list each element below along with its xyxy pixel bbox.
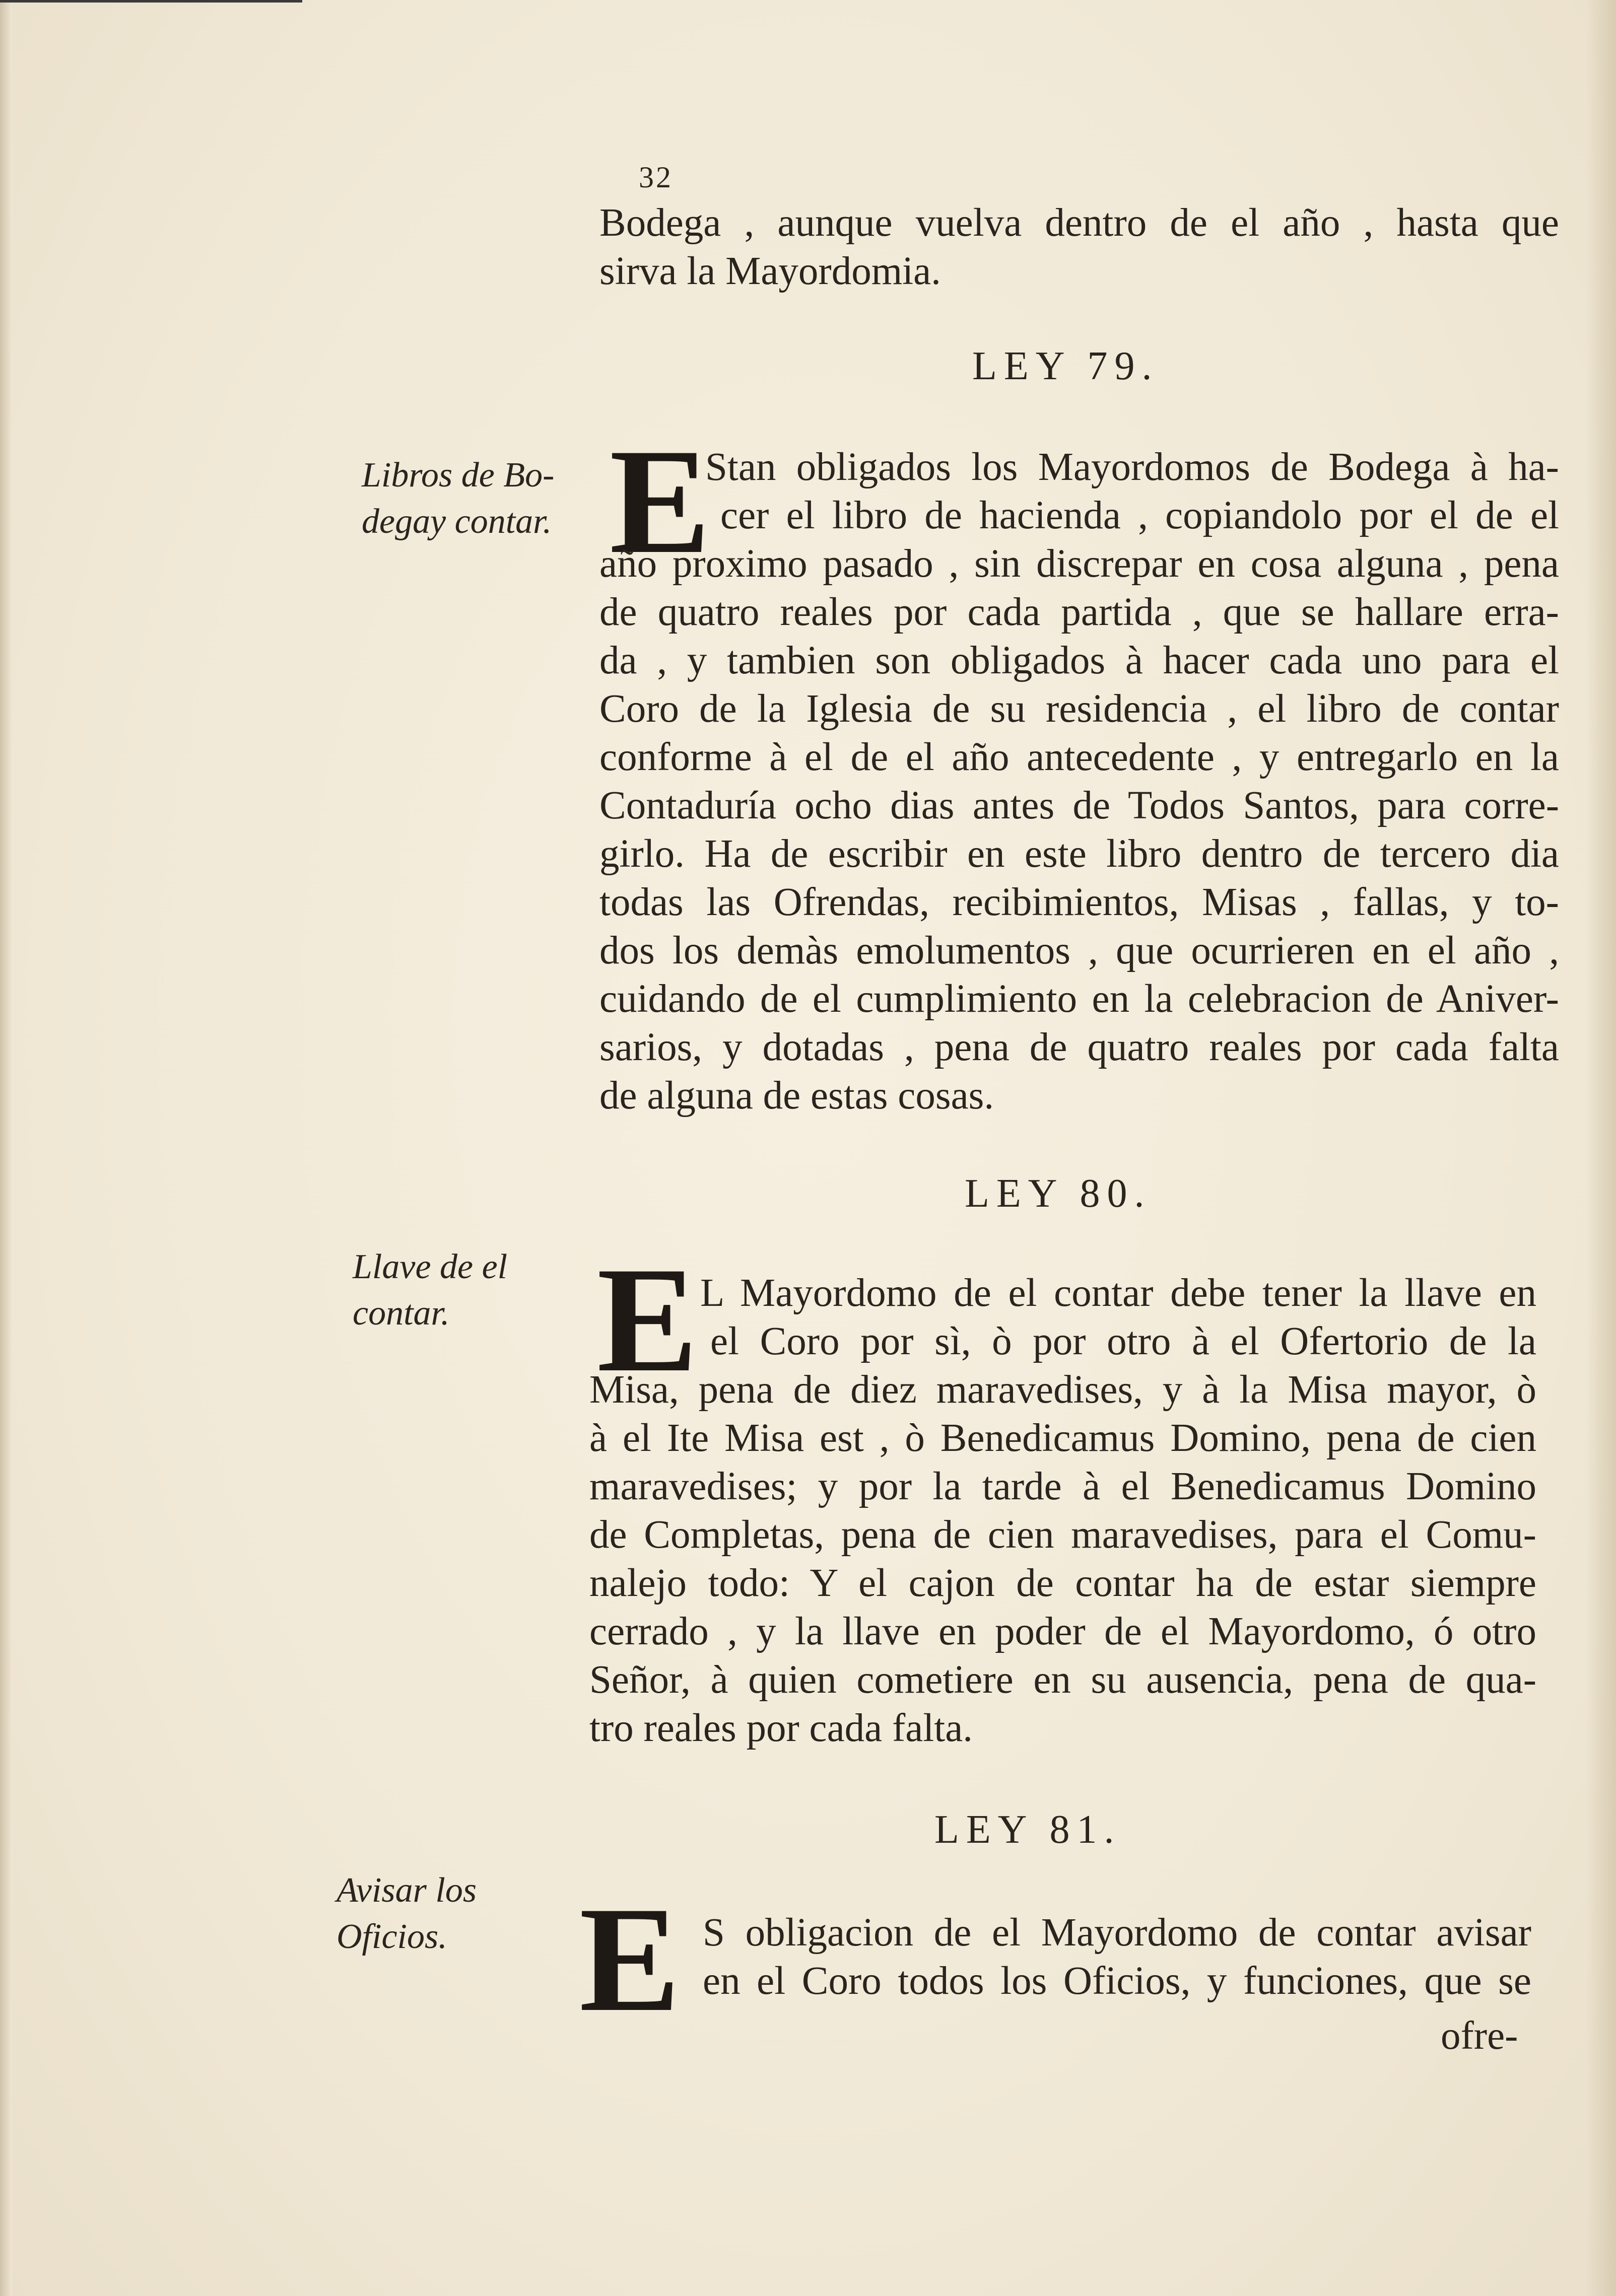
text-line: Coro de la Iglesia de su residencia , el libro de contar (599, 687, 1559, 731)
margin-note-line: Llave de el (353, 1247, 508, 1286)
margin-note-line: Oficios. (336, 1917, 447, 1956)
margin-note-line: Avisar los (336, 1871, 477, 1910)
text-line: cuidando de el cumplimiento en la celebracion de Aniver- (599, 977, 1559, 1021)
text-line: año proximo pasado , sin discrepar en cosa alguna , pena (599, 542, 1559, 586)
margin-note-line: Libros de Bo- (362, 456, 555, 495)
text-line: Misa, pena de diez maravedises, y à la Misa mayor, ò (589, 1368, 1536, 1412)
law-heading: LEY 81. (934, 1807, 1121, 1852)
text-line: Bodega , aunque vuelva dentro de el año , hasta que (599, 201, 1559, 245)
margin-note-line: degay contar. (362, 502, 552, 541)
intro-paragraph (599, 199, 1559, 296)
text-line: L Mayordomo de el contar debe tener la llave en (700, 1271, 1536, 1315)
page-edge-right (1586, 0, 1616, 2296)
text-line: tro reales por cada falta. (589, 1706, 973, 1750)
law-heading: LEY 79. (972, 344, 1159, 388)
text-line: todas las Ofrendas, recibimientos, Misas , fallas, y to- (599, 880, 1559, 924)
text-line: à el Ite Misa est , ò Benedicamus Domino, pena de cien (589, 1416, 1536, 1460)
margin-note-line: contar. (353, 1294, 450, 1333)
law-heading: LEY 80. (965, 1171, 1152, 1216)
page-number: 32 (639, 161, 673, 194)
text-line: de Completas, pena de cien maravedises, para el Comu- (589, 1513, 1536, 1557)
text-line: girlo. Ha de escribir en este libro dentro de tercero dia (599, 832, 1559, 876)
text-line: S obligacion de el Mayordomo de contar avisar (703, 1911, 1531, 1955)
text-line: Señor, à quien cometiere en su ausencia, pena de qua- (589, 1658, 1536, 1702)
text-line: nalejo todo: Y el cajon de contar ha de estar siempre (589, 1561, 1536, 1605)
drop-cap: E (597, 1236, 698, 1403)
text-line: da , y tambien son obligados à hacer cada uno para el (599, 639, 1559, 682)
text-line: en el Coro todos los Oficios, y funciones, que se (703, 1959, 1531, 2003)
text-line: cerrado , y la llave en poder de el Mayordomo, ó otro (589, 1610, 1536, 1653)
text-line: maravedises; y por la tarde à el Benedicamus Domino (589, 1465, 1536, 1508)
page-edge-top (0, 0, 302, 3)
catchword: ofre- (1441, 2014, 1518, 2058)
drop-cap: E (610, 418, 711, 585)
law-paragraph (599, 418, 1559, 1120)
text-line: el Coro por sì, ò por otro à el Ofertorio de la (710, 1319, 1536, 1363)
margin-note (336, 1867, 477, 1960)
text-line: Contaduría ocho dias antes de Todos Santos, para corre- (599, 784, 1559, 827)
text-line: de quatro reales por cada partida , que se hallare erra- (599, 590, 1559, 634)
law-paragraph (589, 1269, 1536, 1753)
text-line: dos los demàs emolumentos , que ocurrieren en el año , (599, 929, 1559, 972)
margin-note (353, 1244, 507, 1337)
text-line: sirva la Mayordomia. (599, 249, 941, 293)
text-line: cer el libro de hacienda , copiandolo por el de el (720, 494, 1559, 537)
text-line: sarios, y dotadas , pena de quatro reales por cada falta (599, 1025, 1559, 1069)
law-paragraph (579, 1909, 1531, 2005)
text-line: de alguna de estas cosas. (599, 1074, 994, 1118)
margin-note (362, 452, 554, 545)
page-edge-left (0, 0, 12, 2296)
text-line: conforme à el de el año antecedente , y entregarlo en la (599, 735, 1559, 779)
text-line: Stan obligados los Mayordomos de Bodega à ha- (705, 445, 1559, 489)
drop-cap: E (579, 1875, 681, 2043)
